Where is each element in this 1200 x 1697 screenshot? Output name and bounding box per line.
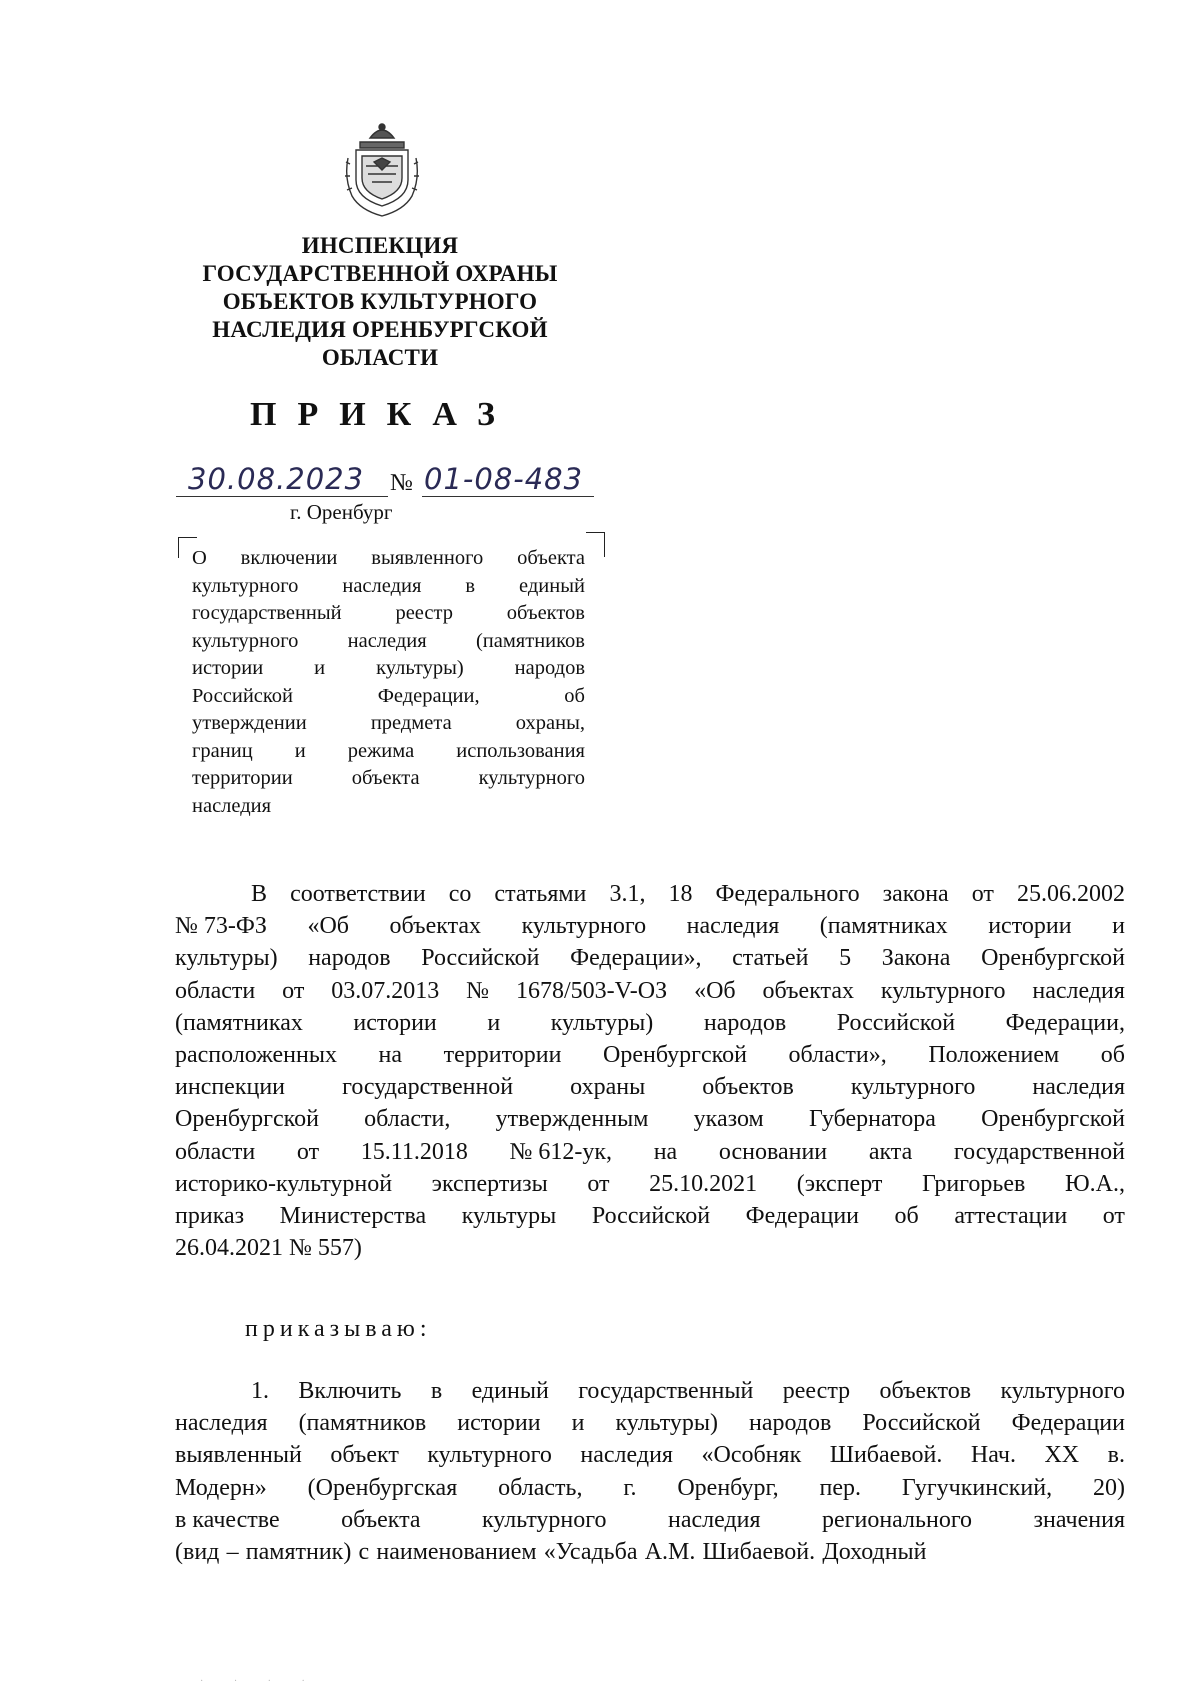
word: об	[1100, 1042, 1125, 1069]
order-word: приказываю:	[245, 1316, 432, 1342]
word: культуры)	[376, 657, 464, 679]
word: В	[251, 881, 268, 907]
org-line: ОБЛАСТИ	[321, 345, 439, 370]
word: Федерального	[715, 881, 860, 907]
word: государственной	[342, 1074, 514, 1101]
word: реестр	[782, 1378, 851, 1404]
order-number: 01-08-483	[424, 462, 584, 496]
word: в качестве	[175, 1506, 280, 1533]
word: с	[358, 1539, 370, 1566]
word: Оренбургской	[175, 1106, 319, 1133]
word: единый	[471, 1378, 549, 1404]
word: Оренбургской	[603, 1042, 747, 1069]
word: объектов	[702, 1074, 794, 1101]
word: наследия	[1032, 977, 1125, 1004]
word: наследия	[686, 913, 780, 940]
word: экспертизы	[431, 1170, 548, 1197]
word: культуры)	[175, 945, 278, 972]
word: Включить	[298, 1378, 402, 1404]
text-line	[175, 1407, 1125, 1439]
word: Федерации	[745, 1203, 859, 1230]
word: Федерации,	[377, 684, 480, 707]
word: использования	[456, 739, 585, 762]
word: расположенных	[175, 1042, 337, 1069]
text-line	[175, 1071, 1125, 1103]
word: Губернатора	[808, 1106, 936, 1133]
word: области»,	[788, 1042, 887, 1069]
word: государственной	[953, 1138, 1125, 1165]
scan-artifact: · · · ·	[200, 1676, 319, 1687]
number-underline	[422, 496, 594, 497]
word: (Оренбургская	[307, 1474, 458, 1501]
word: Нач.	[970, 1442, 1016, 1469]
word: приказ	[175, 1203, 245, 1230]
word: Российской	[862, 1410, 981, 1437]
word: 15.11.2018	[360, 1138, 468, 1165]
word: Шибаевой.	[829, 1442, 943, 1469]
text-line	[175, 1232, 1125, 1264]
word: народов	[308, 945, 391, 972]
word: Модерн»	[175, 1474, 267, 1501]
text-line	[192, 545, 585, 573]
text-line	[175, 1439, 1125, 1471]
word: Российской	[836, 1009, 956, 1036]
word: основании	[718, 1138, 828, 1165]
word: (вид	[175, 1539, 220, 1566]
word: в.	[1107, 1442, 1125, 1469]
word: наследия	[667, 1506, 761, 1533]
word: 26.04.2021 № 557)	[175, 1235, 362, 1262]
word: закона	[882, 881, 949, 907]
word: Оренбург,	[677, 1474, 779, 1501]
word: и	[314, 657, 326, 679]
text-line	[175, 1536, 1125, 1568]
word: «Об	[307, 913, 349, 940]
text-line	[175, 1103, 1125, 1135]
word: 03.07.2013	[331, 977, 440, 1004]
word: Положением	[928, 1042, 1060, 1069]
word: Ю.А.,	[1064, 1170, 1125, 1197]
text-line	[192, 738, 585, 766]
word: 25.06.2002	[1016, 881, 1125, 907]
word: Федерации,	[1005, 1009, 1125, 1036]
word: и	[571, 1410, 585, 1437]
number-sign: №	[390, 470, 413, 496]
word: реестр	[395, 602, 453, 624]
word: и	[487, 1009, 501, 1036]
word: режима	[347, 739, 415, 762]
text-line	[175, 1007, 1125, 1039]
word: культуры	[461, 1203, 557, 1230]
word: (памятников	[475, 629, 585, 652]
word: охраны	[570, 1074, 646, 1101]
word: значения	[1033, 1506, 1125, 1533]
text-line	[175, 1472, 1125, 1504]
word: в	[430, 1378, 443, 1404]
word: культурного	[427, 1442, 552, 1469]
order-item-1	[175, 1375, 1125, 1568]
text-line	[175, 1168, 1125, 1200]
word: государственный	[192, 602, 342, 624]
word: Григорьев	[921, 1170, 1026, 1197]
word: 1678/503-V-ОЗ	[516, 977, 668, 1004]
word: культурного	[880, 977, 1006, 1004]
word: территории	[443, 1042, 562, 1069]
text-line	[192, 628, 585, 656]
word: об	[894, 1203, 919, 1230]
word: области	[175, 1138, 256, 1165]
word: (памятниках	[175, 1009, 303, 1036]
word: объекта	[341, 1506, 421, 1533]
orenburg-coat-of-arms-icon	[342, 118, 422, 220]
word: Министерства	[279, 1203, 427, 1230]
word: наследия	[580, 1442, 673, 1469]
city: г. Оренбург	[290, 500, 393, 524]
word: 25.10.2021	[649, 1170, 758, 1197]
org-line: ГОСУДАРСТВЕННОЙ ОХРАНЫ	[202, 261, 558, 286]
word: наследия	[347, 629, 427, 652]
word: Российской	[421, 945, 540, 972]
text-line	[175, 1375, 1125, 1407]
word: (эксперт	[796, 1170, 883, 1197]
word: истории	[457, 1410, 541, 1437]
word: Российской	[192, 684, 294, 707]
word: Федерации»,	[570, 945, 702, 972]
text-line	[192, 683, 585, 711]
word: единый	[519, 574, 585, 597]
order-date: 30.08.2023	[188, 462, 365, 496]
word: Закона	[881, 945, 951, 972]
word: утверждении	[192, 712, 307, 734]
word: охраны,	[515, 712, 585, 734]
word: культурного	[478, 767, 585, 789]
text-line	[175, 878, 1125, 910]
word: от	[971, 881, 994, 907]
org-line: НАСЛЕДИЯ ОРЕНБУРГСКОЙ	[212, 317, 548, 342]
word: №	[466, 977, 490, 1004]
word: истории	[353, 1009, 437, 1036]
word: статьями	[494, 881, 587, 907]
word: и	[1112, 913, 1125, 940]
word: Оренбургской	[981, 945, 1125, 972]
word: культурного	[481, 1506, 607, 1533]
text-line	[175, 1136, 1125, 1168]
word: области,	[364, 1106, 451, 1133]
text-line	[192, 765, 585, 793]
word: пер.	[819, 1474, 861, 1501]
word: соответствии	[290, 881, 426, 907]
word: наследия	[175, 1410, 268, 1437]
word: историко-культурной	[175, 1170, 393, 1197]
word: на	[378, 1042, 403, 1069]
word: объектах	[389, 913, 481, 940]
word: истории	[192, 657, 264, 679]
word: включении	[240, 547, 338, 569]
word: 3.1,	[609, 881, 646, 907]
word: границ	[192, 739, 253, 762]
word: 20)	[1092, 1474, 1125, 1501]
word: об	[564, 684, 585, 707]
text-line	[175, 910, 1125, 942]
word: Шибаевой.	[702, 1539, 816, 1566]
word: объектов	[506, 602, 585, 624]
word: культурного	[521, 913, 647, 940]
date-underline	[176, 496, 388, 497]
word: 5	[839, 945, 852, 972]
word: памятник)	[245, 1539, 352, 1566]
word: истории	[988, 913, 1072, 940]
organization-name	[150, 232, 610, 372]
word: объекта	[517, 547, 585, 569]
word: со	[448, 881, 472, 907]
text-line	[192, 600, 585, 628]
word: О	[192, 547, 207, 569]
word: наследия	[342, 574, 422, 597]
word: культуры)	[615, 1410, 718, 1437]
word: «Об	[694, 977, 736, 1004]
word: культурного	[192, 574, 299, 597]
word: на	[653, 1138, 678, 1165]
word: «Особняк	[701, 1442, 802, 1469]
text-line	[175, 1039, 1125, 1071]
text-line	[175, 1200, 1125, 1232]
date-number-line	[176, 462, 596, 502]
text-line	[175, 942, 1125, 974]
word: статьей	[732, 945, 809, 972]
word: Российской	[591, 1203, 711, 1230]
word: Доходный	[822, 1539, 927, 1566]
word: государственный	[578, 1378, 754, 1404]
word: (памятников	[298, 1410, 427, 1437]
word: предмета	[370, 712, 452, 734]
preamble-paragraph	[175, 878, 1125, 1264]
word: акта	[868, 1138, 913, 1165]
text-line	[192, 793, 585, 821]
word: № 612-ук,	[509, 1138, 613, 1165]
word: объектов	[879, 1378, 972, 1404]
word: области	[175, 977, 256, 1004]
word: объект	[330, 1442, 399, 1469]
text-line	[175, 1504, 1125, 1536]
word: выявленного	[371, 547, 484, 569]
text-line	[175, 975, 1125, 1007]
word: инспекции	[175, 1074, 286, 1101]
word: народов	[514, 657, 585, 679]
text-line	[192, 573, 585, 601]
word: Оренбургской	[981, 1106, 1125, 1133]
word: от	[1102, 1203, 1125, 1230]
word: от	[296, 1138, 320, 1165]
org-line: ИНСПЕКЦИЯ	[301, 233, 459, 258]
word: XX	[1044, 1442, 1080, 1469]
word: объектах	[762, 977, 854, 1004]
word: в	[465, 574, 476, 597]
word: аттестации	[954, 1203, 1068, 1230]
word: (памятниках	[819, 913, 948, 940]
word: от	[282, 977, 305, 1004]
word: № 73-ФЗ	[175, 913, 267, 940]
order-subject	[192, 545, 585, 820]
document-type-title: ПРИКАЗ	[250, 396, 516, 433]
word: культуры)	[550, 1009, 654, 1036]
word: наследия	[192, 794, 272, 817]
org-line: ОБЪЕКТОВ КУЛЬТУРНОГО	[222, 289, 538, 314]
word: народов	[749, 1410, 832, 1437]
word: территории	[192, 767, 293, 789]
word: от	[587, 1170, 610, 1197]
word: А.М.	[644, 1539, 696, 1566]
word: культурного	[1000, 1378, 1125, 1404]
subject-bracket-right	[586, 532, 605, 557]
word: культурного	[850, 1074, 976, 1101]
word: Федерации	[1011, 1410, 1125, 1437]
text-line	[192, 655, 585, 683]
text-line	[192, 710, 585, 738]
word: г.	[623, 1474, 637, 1501]
word: народов	[703, 1009, 787, 1036]
word: 1.	[251, 1378, 269, 1404]
word: –	[226, 1539, 239, 1566]
word: регионального	[822, 1506, 973, 1533]
word: 18	[668, 881, 693, 907]
word: культурного	[192, 629, 299, 652]
word: указом	[693, 1106, 764, 1133]
word: утвержденным	[495, 1106, 649, 1133]
word: Гугучкинский,	[901, 1474, 1053, 1501]
word: выявленный	[175, 1442, 302, 1469]
word: и	[294, 739, 306, 762]
word: наследия	[1032, 1074, 1125, 1101]
word: объекта	[351, 767, 420, 789]
word: область,	[498, 1474, 583, 1501]
word: «Усадьба	[543, 1539, 638, 1566]
word: наименованием	[376, 1539, 537, 1566]
